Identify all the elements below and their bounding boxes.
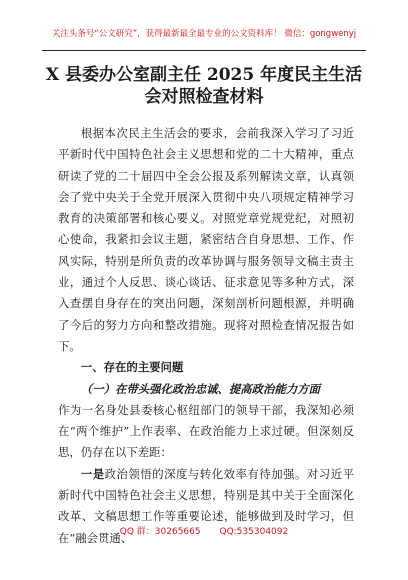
point-lead: 一是	[80, 466, 105, 481]
body-paragraph: 作为一名身处县委核心枢纽部门的领导干部，我深知必须在“两个维护”上作表率、在政治能力上求过硬。但深刻反思，仍存在以下差距：	[58, 402, 354, 460]
section-heading: 一、存在的主要问题	[80, 360, 184, 375]
footer-qq: QQ:535304092	[219, 527, 289, 537]
document-body	[58, 123, 354, 549]
title-line-1: X 县委办公室副主任 2025 年度民主生活	[45, 65, 363, 85]
subsection-heading: （一）在带头强化政治忠诚、提高政治能力方面	[80, 381, 321, 396]
footer-contacts	[0, 524, 408, 537]
intro-paragraph: 根据本次民主生活会的要求，会前我深入学习了习近平新时代中国特色社会主义思想和党的二十大精神，重点研读了党的二十届四中全会公报及系列解读文章，认真领会了党中央关于全党开展深入贯彻中央八项规定精神学习教育的决策部署和核心要义。对照党章党规党纪，对照初心使命，我紧扣会议主题，紧密结合自身思想、工作、作风实际，特别是所负责的改革协调与服务领导文稿主责主业，通过个人反思、谈心谈话、征求意见等多种方式，深入查摆自身存在的突出问题，深刻剖析问题根源，并明确了今后的努力方向和整改措施。现将对照检查情况报告如下。	[58, 126, 354, 353]
title-line-2: 会对照检查材料	[144, 87, 264, 107]
point-text: 政治领悟的深度与转化效率有待加强。对习近平新时代中国特色社会主义思想，特别是其中关于全面深化改革、文稿思想工作等重要论述，能够做到及时学习，但在“融会贯通、	[58, 466, 354, 545]
header-divider	[42, 50, 366, 51]
footer-qq-group: QQ 群：30265665	[119, 527, 201, 537]
header-promo: 关注头条号“公文研究”，获得最新最全最专业的公文资料库！ 微信：gongwenyj	[51, 29, 357, 39]
document-title	[40, 64, 368, 108]
